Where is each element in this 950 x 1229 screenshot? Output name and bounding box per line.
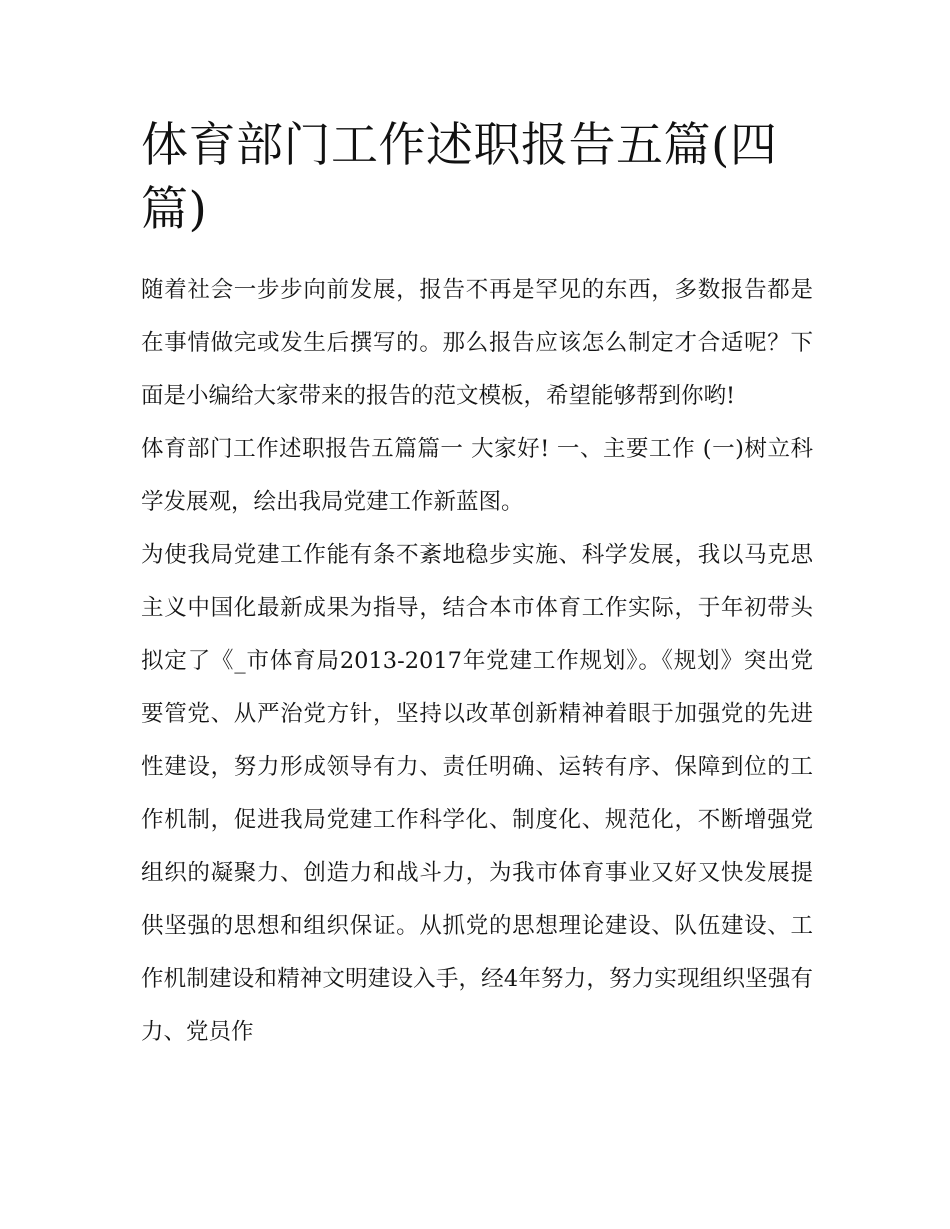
section-one-paragraph: 体育部门工作述职报告五篇篇一 大家好! 一、主要工作 (一)树立科学发展观，绘出我局党建工作新蓝图。 <box>141 436 813 515</box>
document-body <box>141 114 813 1059</box>
body-paragraph: 为使我局党建工作能有条不紊地稳步实施、科学发展，我以马克思主义中国化最新成果为指导，结合本市体育工作实际，于年初带头拟定了《_市体育局2013-2017年党建工作规划》。《规划》突出党要管党、从严治党方针，坚持以改革创新精神着眼于加强党的先进性建设，努力形成领导有力、责任明确、运转有序、保障到位的工作机制，促进我局党建工作科学化、制度化、规范化，不断增强党组织的凝聚力、创造力和战斗力，为我市体育事业又好又快发展提供坚强的思想和组织保证。从抓党的思想理论建设、队伍建设、工作机制建设和精神文明建设入手，经4年努力，努力实现组织坚强有力、党员作 <box>141 542 813 1045</box>
intro-paragraph: 随着社会一步步向前发展，报告不再是罕见的东西，多数报告都是在事情做完或发生后撰写的。那么报告应该怎么制定才合适呢？下面是小编给大家带来的报告的范文模板，希望能够帮到你哟! <box>141 277 813 409</box>
document-title: 体育部门工作述职报告五篇(四篇) <box>141 118 778 237</box>
